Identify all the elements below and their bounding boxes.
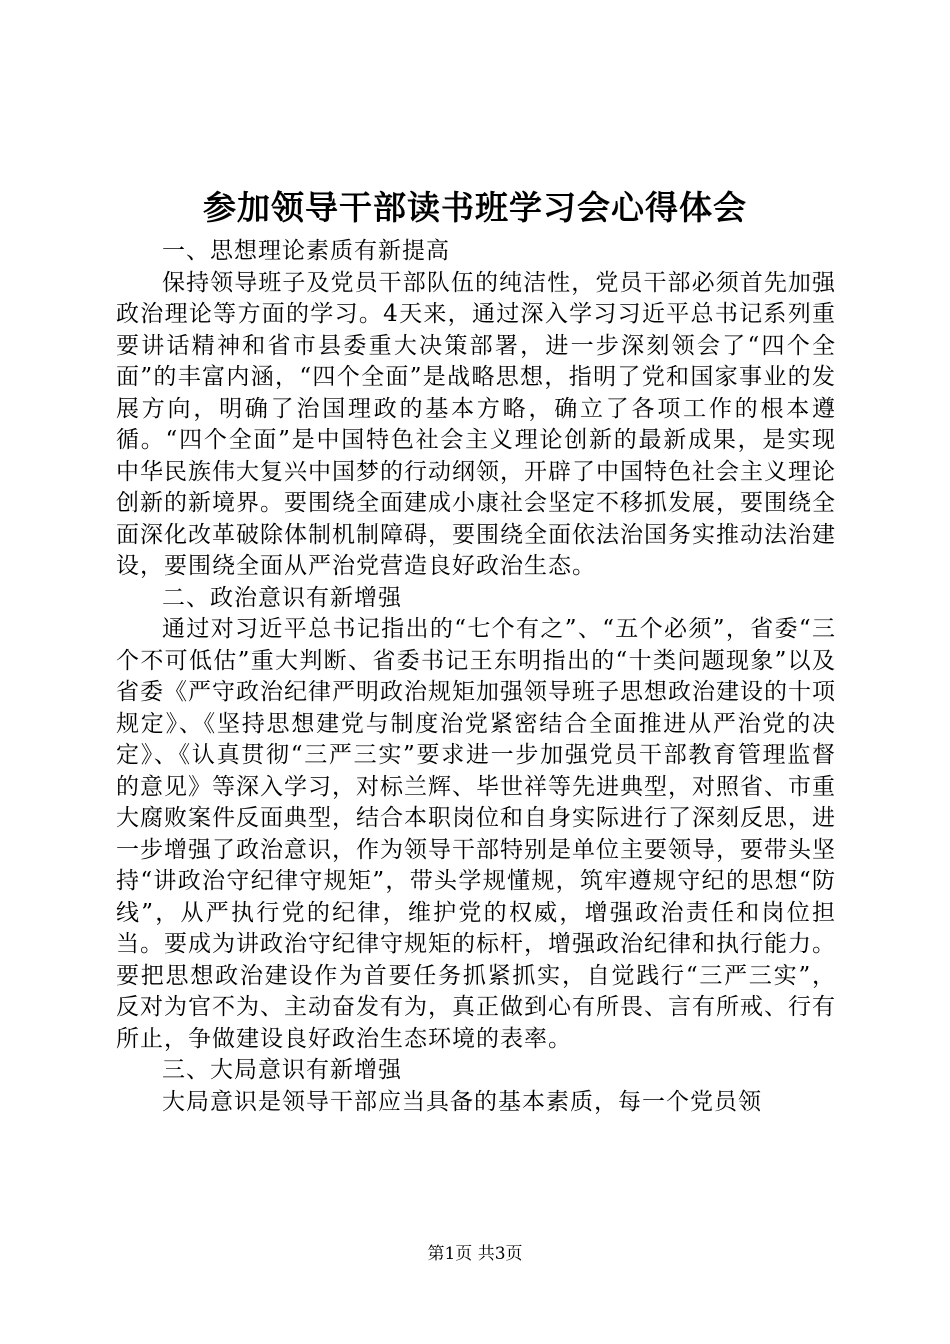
section-heading-3: 三、大局意识有新增强 [162, 1057, 402, 1083]
document-body [116, 236, 836, 1118]
page-title: 参加领导干部读书班学习会心得体会 [203, 188, 747, 227]
section-heading-1: 一、思想理论素质有新提高 [162, 238, 450, 264]
section-body-1: 保持领导班子及党员干部队伍的纯洁性，党员干部必须首先加强政治理论等方面的学习。4天来，通过深入学习习近平总书记系列重要讲话精神和省市县委重大决策部署，进一步深刻领会了“四个全面”的丰富内涵，“四个全面”是战略思想，指明了党和国家事业的发展方向，明确了治国理政的基本方略，确立了各项工作的根本遵循。“四个全面”是中国特色社会主义理论创新的最新成果，是实现中华民族伟大复兴中国梦的行动纲领，开辟了中国特色社会主义理论创新的新境界。要围绕全面建成小康社会坚定不移抓发展，要围绕全面深化改革破除体制机制障碍，要围绕全面依法治国务实推动法治建设，要围绕全面从严治党营造良好政治生态。 [116, 269, 836, 579]
section-body-2: 通过对习近平总书记指出的“七个有之”、“五个必须”，省委“三个不可低估”重大判断、省委书记王东明指出的“十类问题现象”以及省委《严守政治纪律严明政治规矩加强领导班子思想政治建设的十项规定》、《坚持思想建党与制度治党紧密结合全面推进从严治党的决定》、《认真贯彻“三严三实”要求进一步加强党员干部教育管理监督的意见》等深入学习，对标兰辉、毕世祥等先进典型，对照省、市重大腐败案件反面典型，结合本职岗位和自身实际进行了深刻反思，进一步增强了政治意识，作为领导干部特别是单位主要领导，要带头坚持“讲政治守纪律守规矩”，带头学规懂规，筑牢遵规守纪的思想“防线”，从严执行党的纪律，维护党的权威，增强政治责任和岗位担当。要成为讲政治守纪律守规矩的标杆，增强政治纪律和执行能力。要把思想政治建设作为首要任务抓紧抓实，自觉践行“三严三实”，反对为官不为、主动奋发有为，真正做到心有所畏、言有所戒、行有所止，争做建设良好政治生态环境的表率。 [116, 616, 836, 1052]
section-body-3: 大局意识是领导干部应当具备的基本素质，每一个党员领 [162, 1088, 762, 1115]
section-heading-2: 二、政治意识有新增强 [162, 584, 402, 611]
page-footer: 第1页 共3页 [427, 1244, 523, 1264]
